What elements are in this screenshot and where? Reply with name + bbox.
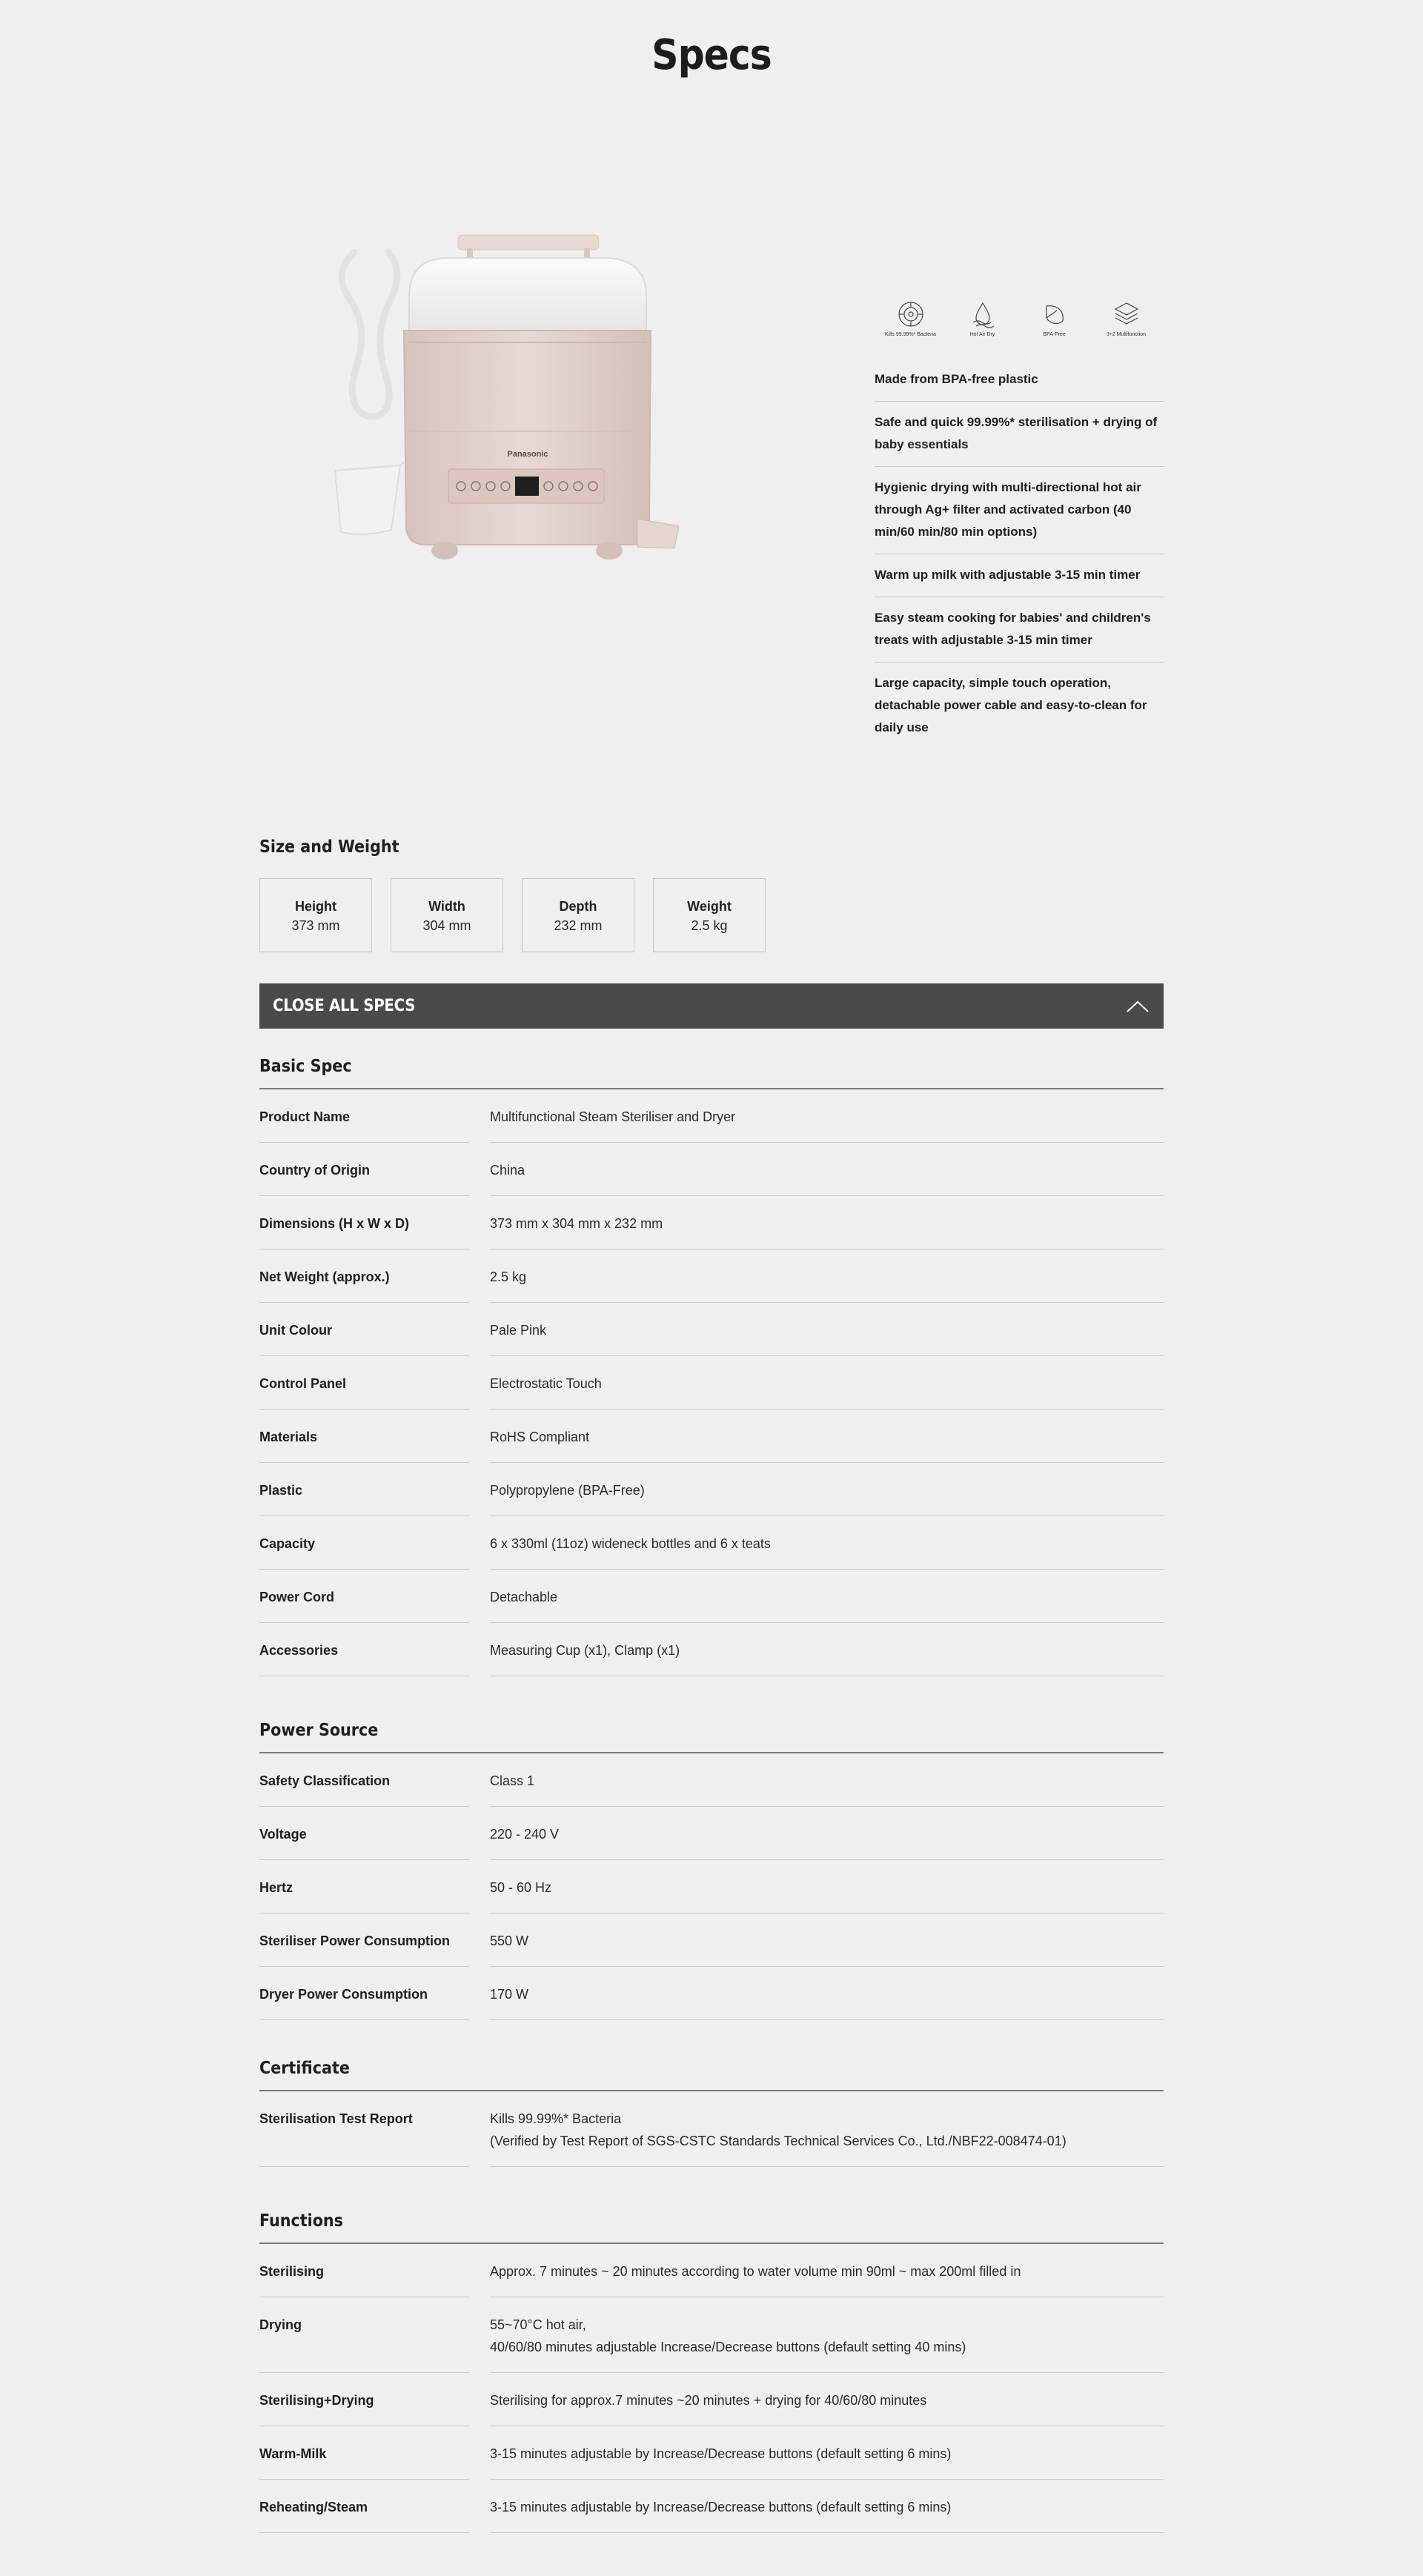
product-image bbox=[289, 222, 734, 608]
feature-item: Safe and quick 99.99%* sterilisation + drying of baby essentials bbox=[875, 402, 1164, 467]
spec-group-certificate bbox=[259, 2057, 1164, 2167]
spec-group-title: Functions bbox=[259, 2211, 343, 2231]
spec-value: Kills 99.99%* Bacteria (Verified by Test Report of SGS-CSTC Standards Technical Services Co., Ltd./NBF22-008474-01) bbox=[490, 2091, 1164, 2167]
spec-value: China bbox=[490, 1143, 1164, 1196]
feature-icon-label: Hot Air Dry bbox=[969, 332, 995, 337]
spec-value: 50 - 60 Hz bbox=[490, 1860, 1164, 1913]
spec-row bbox=[259, 1143, 1164, 1196]
size-weight-boxes bbox=[259, 878, 766, 952]
spec-row bbox=[259, 2426, 1164, 2480]
spec-row bbox=[259, 1807, 1164, 1860]
size-box-width bbox=[391, 878, 503, 952]
feature-icon-label: Kills 99.99%* Bacteria bbox=[885, 332, 936, 337]
hot-air-dry-icon bbox=[969, 300, 997, 328]
spec-row bbox=[259, 1913, 1164, 1967]
spec-value: Class 1 bbox=[490, 1753, 1164, 1807]
measuring-cup-accessory bbox=[335, 462, 409, 534]
spec-row bbox=[259, 1516, 1164, 1570]
spec-row bbox=[259, 2297, 1164, 2373]
spec-row bbox=[259, 1410, 1164, 1463]
brand-logo: Panasonic bbox=[507, 450, 548, 459]
spec-value: 2.5 kg bbox=[490, 1249, 1164, 1303]
spec-groups bbox=[259, 1055, 1164, 2576]
spec-key: Plastic bbox=[259, 1463, 469, 1516]
multifunction-icon bbox=[1112, 300, 1141, 328]
size-value: 304 mm bbox=[422, 918, 471, 933]
spec-value: Polypropylene (BPA-Free) bbox=[490, 1463, 1164, 1516]
size-box-height bbox=[259, 878, 372, 952]
spec-key: Materials bbox=[259, 1410, 469, 1463]
spec-group-title: Basic Spec bbox=[259, 1057, 352, 1076]
spec-key: Control Panel bbox=[259, 1356, 469, 1410]
drip-tray bbox=[637, 519, 679, 548]
spec-key: Warm-Milk bbox=[259, 2426, 469, 2480]
spec-row bbox=[259, 1463, 1164, 1516]
spec-value: 550 W bbox=[490, 1913, 1164, 1967]
spec-value: 3-15 minutes adjustable by Increase/Decrease buttons (default setting 6 mins) bbox=[490, 2426, 1164, 2480]
spec-group-title: Power Source bbox=[259, 1721, 379, 1740]
spec-key: Sterilising bbox=[259, 2244, 469, 2297]
spec-key: Safety Classification bbox=[259, 1753, 469, 1807]
spec-row bbox=[259, 2373, 1164, 2426]
size-weight-title: Size and Weight bbox=[259, 837, 399, 857]
spec-key: Country of Origin bbox=[259, 1143, 469, 1196]
spec-row bbox=[259, 1303, 1164, 1356]
spec-value: Pale Pink bbox=[490, 1303, 1164, 1356]
spec-key: Sterilisation Test Report bbox=[259, 2091, 469, 2167]
feature-item: Made from BPA-free plastic bbox=[875, 359, 1164, 402]
hero bbox=[259, 96, 1164, 734]
clamp-accessory bbox=[342, 252, 397, 416]
feature-icon-cell bbox=[946, 300, 1018, 338]
spec-group-power-source bbox=[259, 1719, 1164, 2020]
chevron-up-icon bbox=[1125, 999, 1150, 1014]
feature-icon-cell bbox=[875, 300, 946, 338]
spec-key: Drying bbox=[259, 2297, 469, 2373]
spec-key: Voltage bbox=[259, 1807, 469, 1860]
spec-value: Electrostatic Touch bbox=[490, 1356, 1164, 1410]
spec-row bbox=[259, 2244, 1164, 2297]
feature-item: Warm up milk with adjustable 3-15 min timer bbox=[875, 554, 1164, 597]
spec-row bbox=[259, 1860, 1164, 1913]
spec-value: Sterilising for approx.7 minutes ~20 minutes + drying for 40/60/80 minutes bbox=[490, 2373, 1164, 2426]
steriliser-lid bbox=[409, 258, 646, 331]
size-value: 373 mm bbox=[291, 918, 340, 933]
spec-value: Approx. 7 minutes ~ 20 minutes according to water volume min 90ml ~ max 200ml filled in bbox=[490, 2244, 1164, 2297]
steriliser-body bbox=[404, 331, 651, 545]
spec-value: RoHS Compliant bbox=[490, 1410, 1164, 1463]
lid-handle bbox=[458, 235, 599, 250]
feature-item: Easy steam cooking for babies' and children's treats with adjustable 3-15 min timer bbox=[875, 597, 1164, 663]
size-label: Weight bbox=[687, 899, 732, 914]
size-value: 232 mm bbox=[554, 918, 603, 933]
size-box-depth bbox=[522, 878, 634, 952]
spec-row bbox=[259, 2480, 1164, 2533]
spec-value: 373 mm x 304 mm x 232 mm bbox=[490, 1196, 1164, 1249]
spec-value: Measuring Cup (x1), Clamp (x1) bbox=[490, 1623, 1164, 1676]
size-value: 2.5 kg bbox=[691, 918, 728, 933]
spec-key: Sterilising+Drying bbox=[259, 2373, 469, 2426]
spec-value: 220 - 240 V bbox=[490, 1807, 1164, 1860]
close-all-specs-button[interactable] bbox=[259, 983, 1164, 1029]
spec-key: Capacity bbox=[259, 1516, 469, 1570]
spec-key: Dryer Power Consumption bbox=[259, 1967, 469, 2020]
bpa-free-icon bbox=[1041, 300, 1069, 328]
spec-key: Accessories bbox=[259, 1623, 469, 1676]
spec-group-basic-spec bbox=[259, 1055, 1164, 1676]
feature-icon-label: BPA-Free bbox=[1043, 332, 1066, 337]
spec-row bbox=[259, 1623, 1164, 1676]
spec-row bbox=[259, 1196, 1164, 1249]
page-title: Specs bbox=[651, 31, 772, 79]
spec-row bbox=[259, 2091, 1164, 2167]
spec-row bbox=[259, 1356, 1164, 1410]
spec-row bbox=[259, 1967, 1164, 2020]
size-box-weight bbox=[653, 878, 766, 952]
spec-row bbox=[259, 1570, 1164, 1623]
spec-value: 3-15 minutes adjustable by Increase/Decrease buttons (default setting 6 mins) bbox=[490, 2480, 1164, 2533]
spec-row bbox=[259, 1089, 1164, 1143]
spec-value: Detachable bbox=[490, 1570, 1164, 1623]
display-screen bbox=[515, 477, 539, 496]
spec-key: Dimensions (H x W x D) bbox=[259, 1196, 469, 1249]
spec-key: Hertz bbox=[259, 1860, 469, 1913]
spec-value: 6 x 330ml (11oz) wideneck bottles and 6 x teats bbox=[490, 1516, 1164, 1570]
bacteria-icon bbox=[897, 300, 925, 328]
spec-key: Reheating/Steam bbox=[259, 2480, 469, 2533]
spec-group-title: Certificate bbox=[259, 2059, 350, 2078]
spec-group-functions bbox=[259, 2210, 1164, 2533]
spec-value: 55~70°C hot air, 40/60/80 minutes adjustable Increase/Decrease buttons (default setting 40 mins) bbox=[490, 2297, 1164, 2373]
spec-key: Steriliser Power Consumption bbox=[259, 1913, 469, 1967]
spec-value: 170 W bbox=[490, 1967, 1164, 2020]
feature-item: Large capacity, simple touch operation, detachable power cable and easy-to-clean for daily use bbox=[875, 676, 1147, 734]
close-all-specs-label: CLOSE ALL SPECS bbox=[273, 997, 416, 1015]
spec-row bbox=[259, 1249, 1164, 1303]
spec-key: Power Cord bbox=[259, 1570, 469, 1623]
feature-icon-cell bbox=[1018, 300, 1090, 338]
spec-key: Product Name bbox=[259, 1089, 469, 1143]
feature-item: Hygienic drying with multi-directional hot air through Ag+ filter and activated carbon (40 min/60 min/80 min options) bbox=[875, 467, 1164, 554]
spec-key: Unit Colour bbox=[259, 1303, 469, 1356]
feature-icon-cell bbox=[1090, 300, 1162, 338]
feature-icons bbox=[875, 300, 1162, 359]
feature-icon-label: 3+2 Multifunction bbox=[1106, 332, 1147, 337]
spec-key: Net Weight (approx.) bbox=[259, 1249, 469, 1303]
size-label: Depth bbox=[559, 899, 597, 914]
specs-container bbox=[259, 96, 1164, 2514]
size-label: Height bbox=[295, 899, 336, 914]
spec-row bbox=[259, 1753, 1164, 1807]
spec-value: Multifunctional Steam Steriliser and Dryer bbox=[490, 1089, 1164, 1143]
feature-list bbox=[875, 300, 1164, 749]
size-label: Width bbox=[428, 899, 465, 914]
